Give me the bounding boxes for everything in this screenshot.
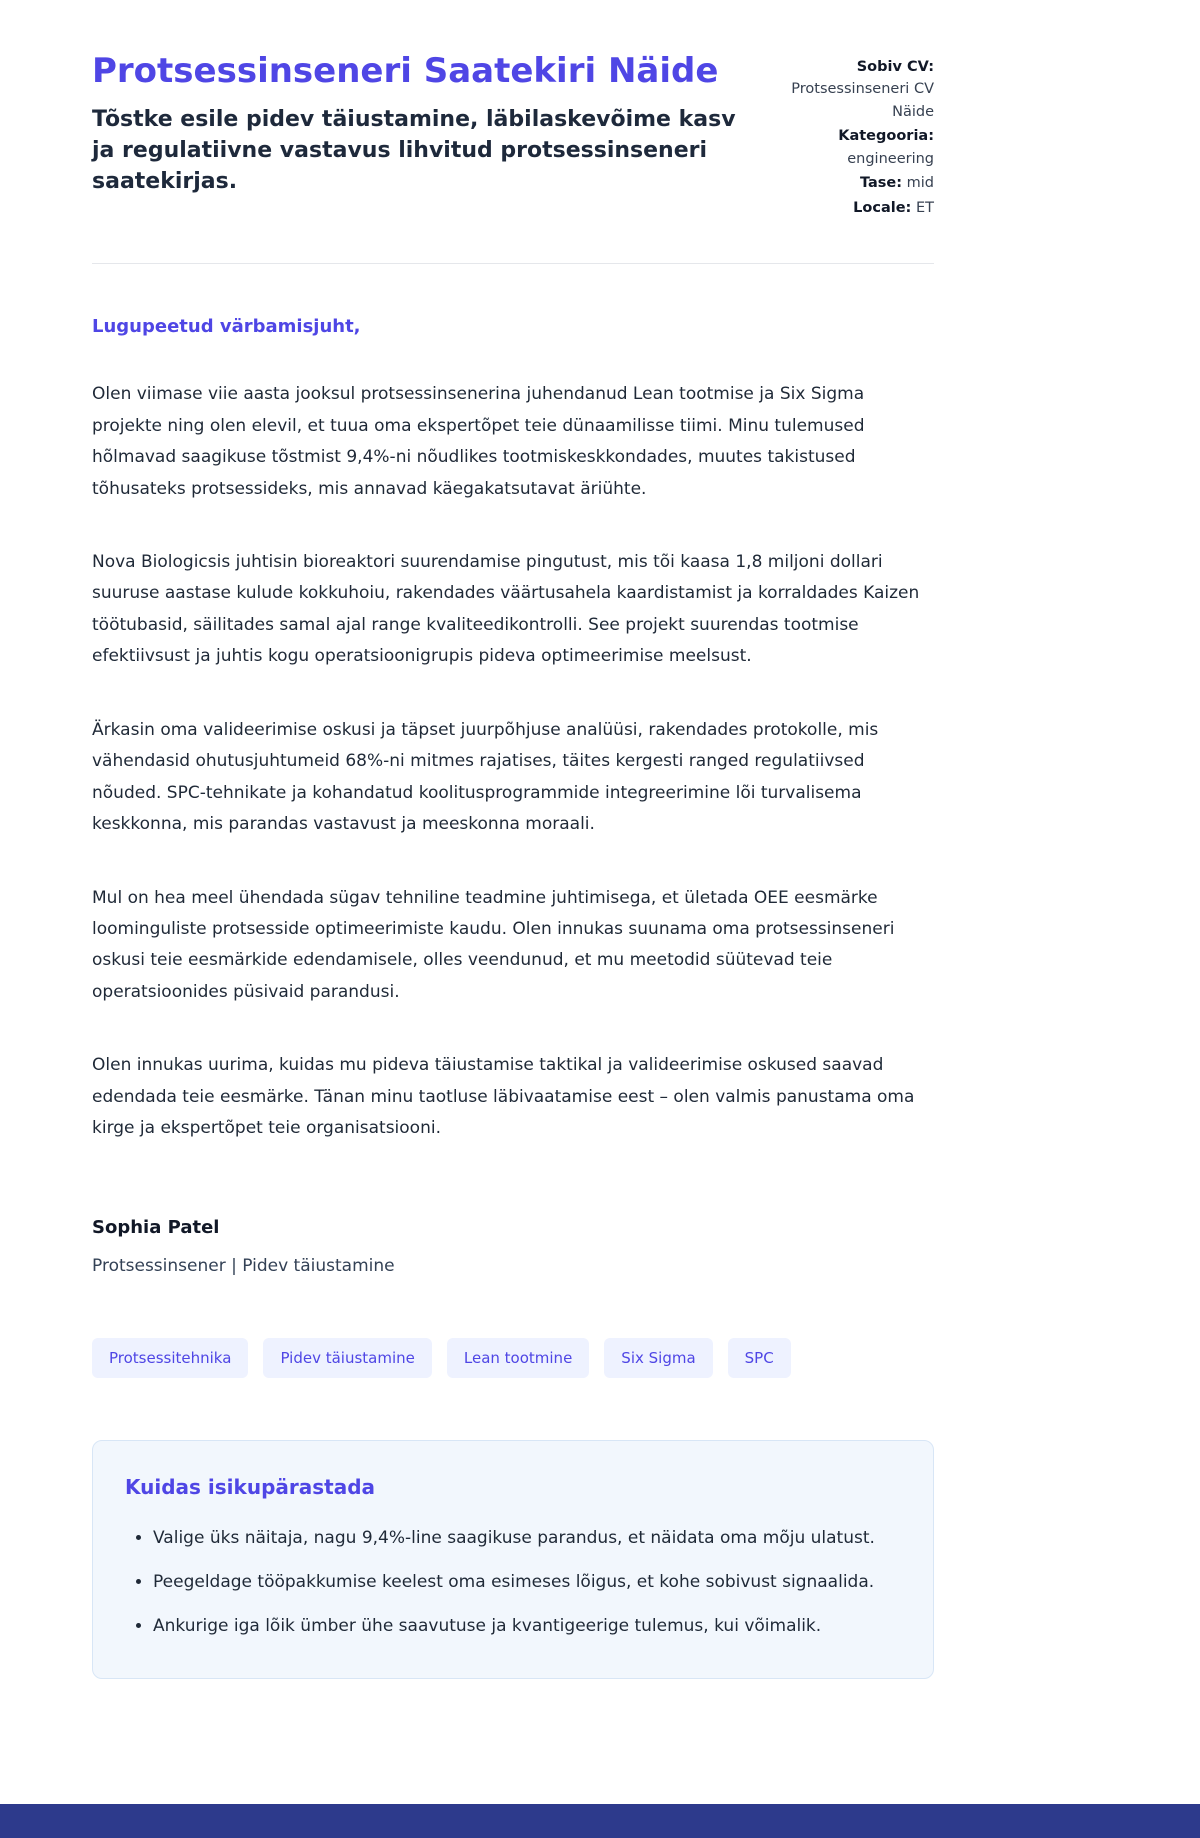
meta-locale-label: Locale: xyxy=(853,199,912,216)
meta-matching-cv-label: Sobiv CV: xyxy=(856,59,934,75)
meta-category-value: engineering xyxy=(847,150,934,167)
signature-role: Protsessinsener | Pidev täiustamine xyxy=(92,1255,395,1276)
tag-chip[interactable]: Lean tootmine xyxy=(447,1338,589,1378)
meta-matching-cv xyxy=(784,56,934,123)
header-divider xyxy=(92,263,934,264)
meta-level-value: mid xyxy=(906,175,934,192)
letter-paragraph: Olen viimase viie aasta jooksul protsessinsenerina juhendanud Lean tootmise ja Six Sigma projekte ning olen elevil, et tuua oma ekspertõpet teie dünaamilisse tiimi. Minu tulemused hõlmavad saagikuse tõstmist 9,4%-ni nõudlikes tootmiskeskkondades, muutes takistused tõhusateks protsessideks, mis annavad käegakatsutavat äriühte. xyxy=(92,384,865,499)
meta-matching-cv-value: Protsessinseneri CV Näide xyxy=(791,81,934,120)
personalization-tips-box xyxy=(92,1440,934,1679)
meta-level-label: Tase: xyxy=(859,175,903,192)
tip-item: • Peegeldage tööpakkumise keelest oma esimeses lõigus, et kohe sobivust signaalida. xyxy=(153,1569,901,1595)
meta-category xyxy=(784,125,934,170)
meta-locale xyxy=(784,197,934,219)
tag-list xyxy=(92,1338,934,1378)
page-subtitle: Tõstke esile pidev täiustamine, läbilaskevõime kasv ja regulatiivne vastavus lihvitud protsessinseneri saatekirjas. xyxy=(92,107,736,194)
header-title-block xyxy=(92,52,762,197)
letter-paragraph: Mul on hea meel ühendada sügav tehniline teadmine juhtimisega, et ületada OEE eesmärke loominguliste protsesside optimeerimiste kaudu. Olen innukas suunama oma protsessinseneri oskusi teie eesmärkide edendamisele, olles veendunud, et mu meetodid süütevad teie operatsioonides püsivaid parandusi. xyxy=(92,887,895,1002)
page-header xyxy=(92,52,934,221)
letter-greeting: Lugupeetud värbamisjuht, xyxy=(92,316,361,338)
letter-paragraph: Nova Biologicsis juhtisin bioreaktori suurendamise pingutust, mis tõi kaasa 1,8 miljoni dollari suuruse aastase kulude kokkuhoiu, rakendades väärtusahela kaardistamist ja korraldades Kaizen töötubasid, säilitades samal ajal range kvaliteedikontrolli. See projekt suurendas tootmise efektiivsust ja juhtis kogu operatsioonigrupis pideva optimeerimise meelsust. xyxy=(92,552,920,667)
letter-paragraph: Olen innukas uurima, kuidas mu pideva täiustamise taktikal ja valideerimise oskused saavad edendada teie eesmärke. Tänan minu taotluse läbivaatamise eest – olen valmis panustama oma kirge ja ekspertõpet teie organisatsiooni. xyxy=(92,1055,915,1139)
tag-chip[interactable]: Pidev täiustamine xyxy=(263,1338,431,1378)
signature-name: Sophia Patel xyxy=(92,1216,220,1238)
tips-heading: Kuidas isikupärastada xyxy=(125,1474,376,1499)
tip-item: • Valige üks näitaja, nagu 9,4%-line saagikuse parandus, et näidata oma mõju ulatust. xyxy=(153,1525,901,1551)
meta-locale-value: ET xyxy=(915,199,934,216)
tips-list xyxy=(125,1525,901,1640)
tip-item: • Ankurige iga lõik ümber ühe saavutuse ja kvantigeerige tulemus, kui võimalik. xyxy=(153,1613,901,1639)
page-container xyxy=(92,0,934,1679)
tag-chip[interactable]: SPC xyxy=(728,1338,791,1378)
meta-category-label: Kategooria: xyxy=(838,128,934,145)
tag-chip[interactable]: Protsessitehnika xyxy=(92,1338,248,1378)
letter-paragraph: Ärkasin oma valideerimise oskusi ja täpset juurpõhjuse analüüsi, rakendades protokolle, mis vähendasid ohutusjuhtumeid 68%-ni mitmes rajatises, täites kergesti ranged regulatiivsed nõuded. SPC-tehnikate ja kohandatud koolitusprogrammide integreerimine lõi turvalisema keskkonna, mis parandas vastavust ja meeskonna moraali. xyxy=(92,719,879,835)
meta-level xyxy=(784,172,934,194)
page-title: Protsessinseneri Saatekiri Näide xyxy=(92,51,719,91)
footer-band xyxy=(0,1804,1200,1838)
tag-chip[interactable]: Six Sigma xyxy=(604,1338,712,1378)
meta-block xyxy=(784,52,934,221)
